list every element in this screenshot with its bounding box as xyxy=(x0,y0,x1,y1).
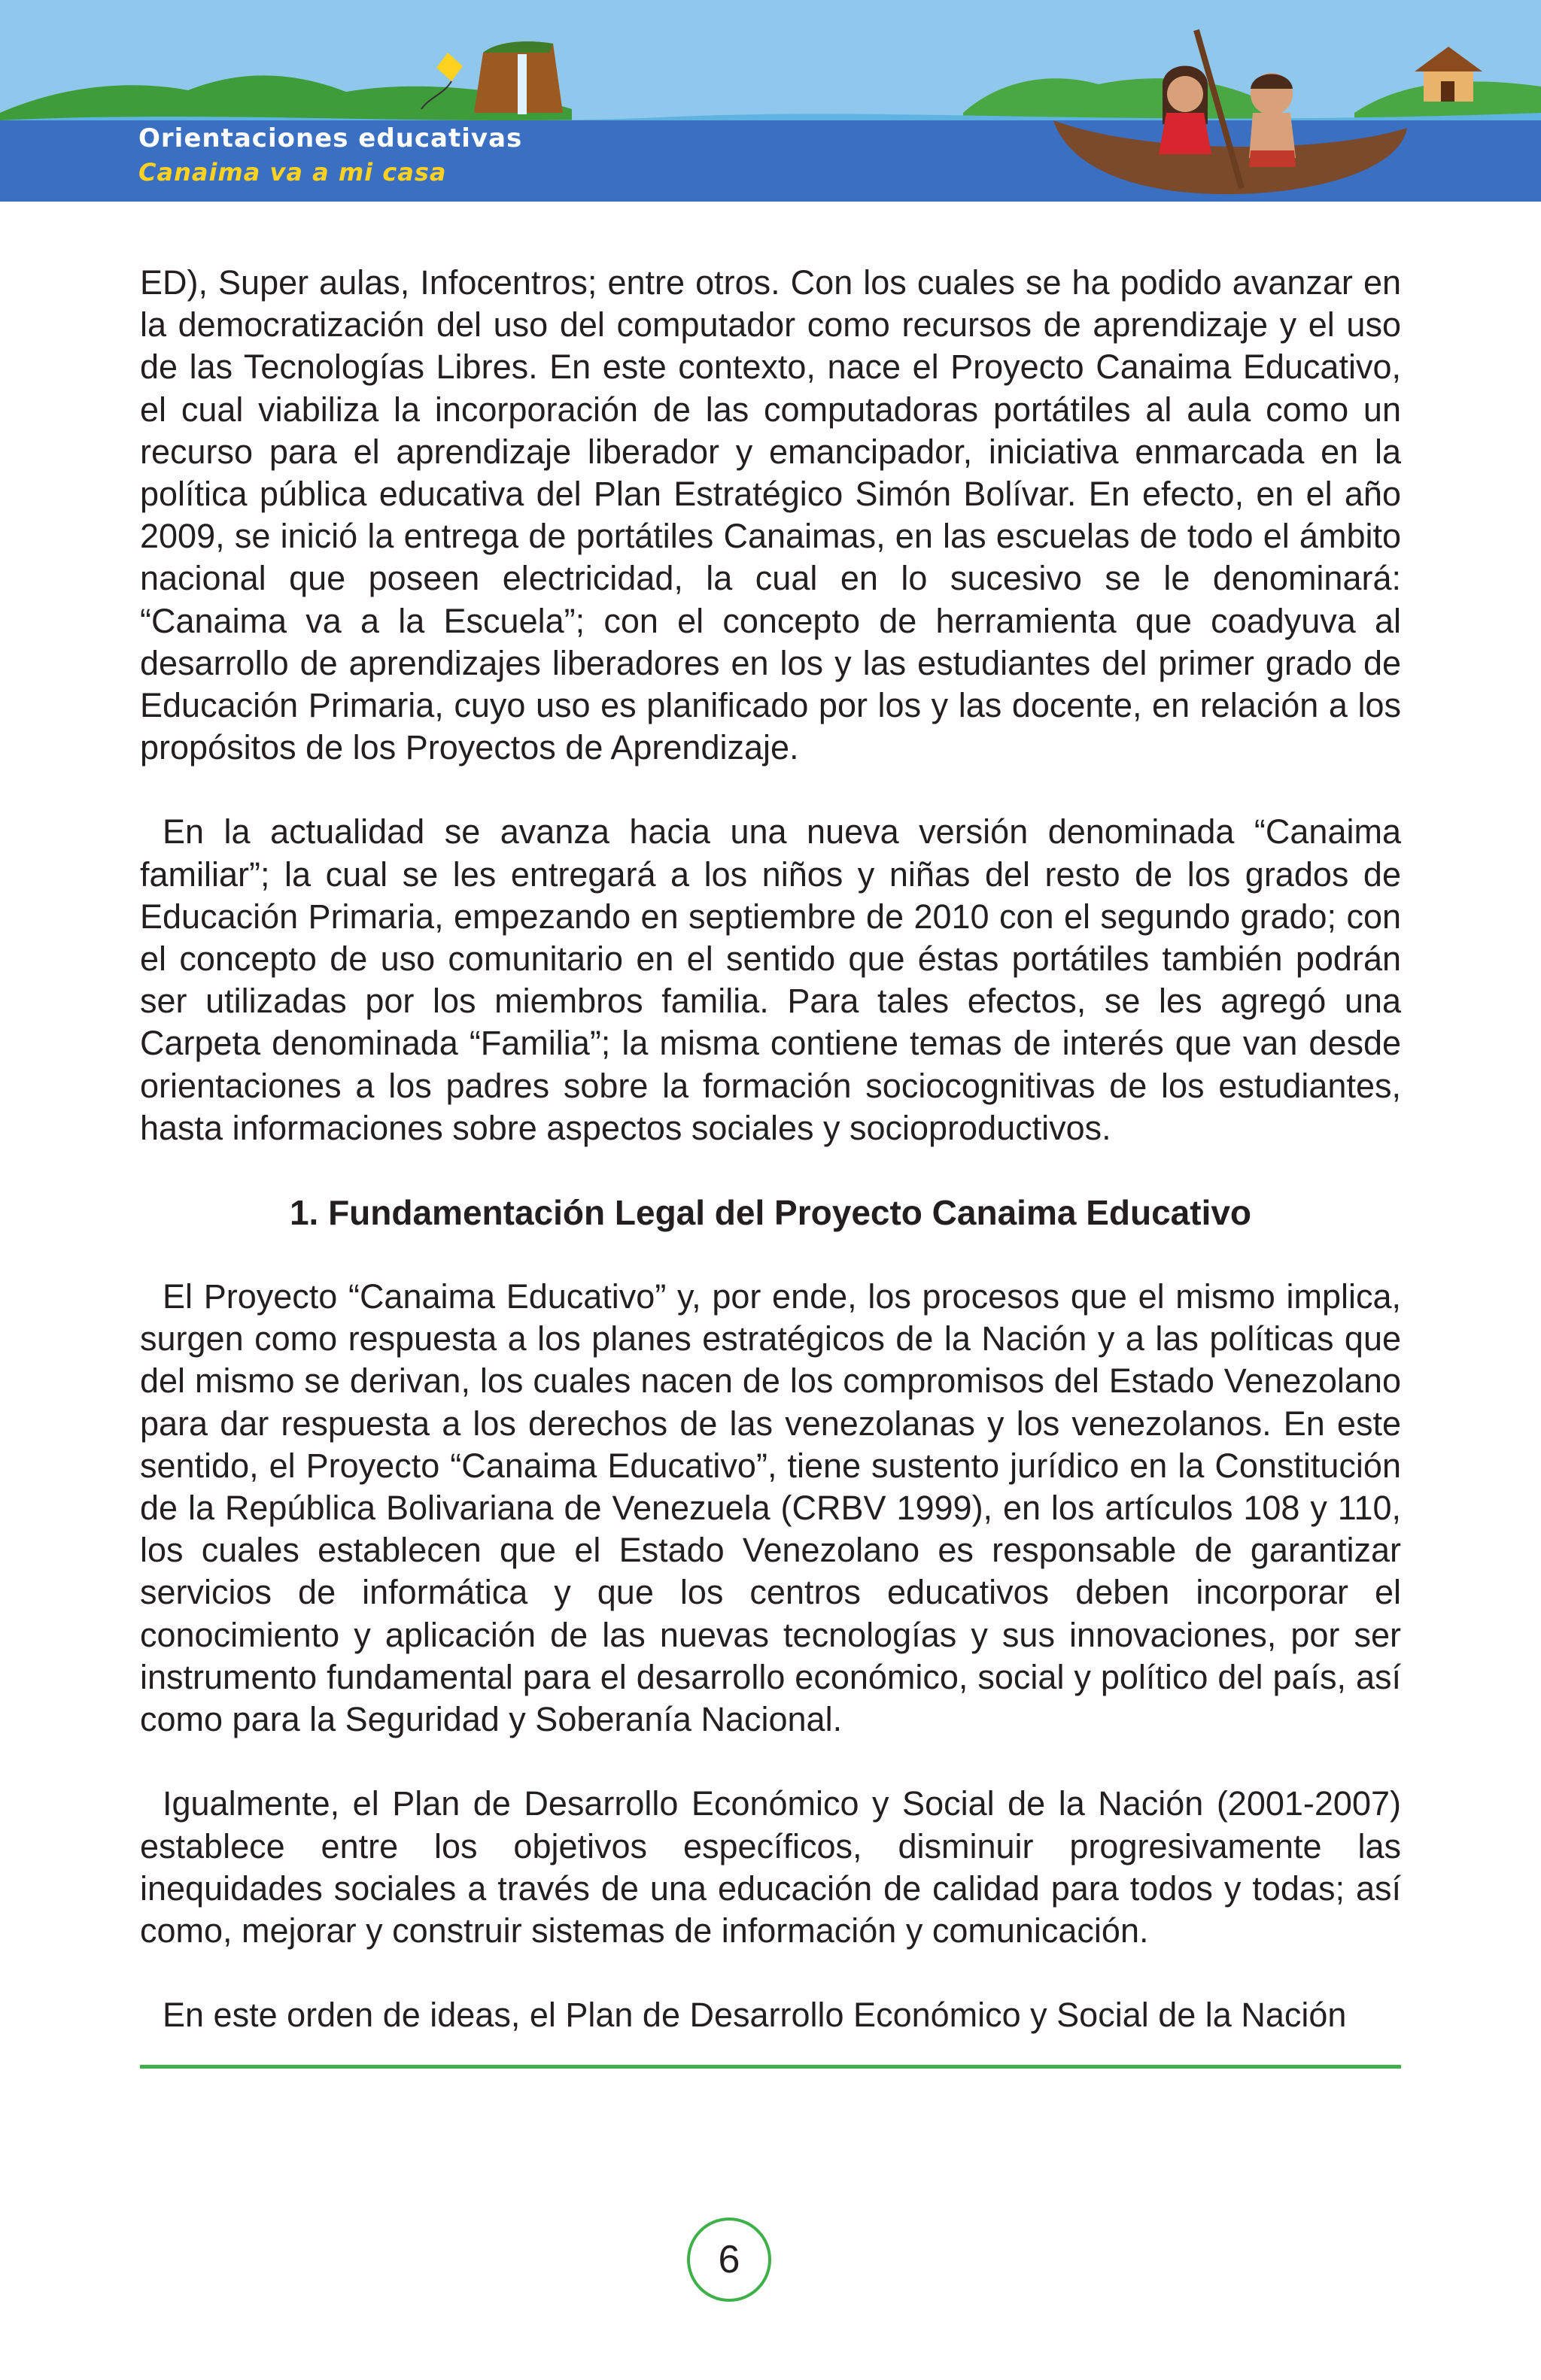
footer-divider xyxy=(140,2065,1401,2069)
page-body xyxy=(140,262,1401,2078)
page-number: 6 xyxy=(687,2218,771,2302)
paragraph: En la actualidad se avanza hacia una nueva versión denominada “Canaima familiar”; la cual se les entregará a los niños y niñas del resto de los grados de Educación Primaria, empezando en septiembre de 2010 con el segundo grado; con el concepto de uso comunitario en el sentido que éstas portátiles también podrán ser utilizadas por los miembros familia. Para tales efectos, se les agregó una Carpeta denominada “Familia”; la misma contiene temas de interés que van desde orientaciones a los padres sobre la formación sociocognitivas de los estudiantes, hasta informaciones sobre aspectos sociales y socioproductivos. xyxy=(140,812,1401,1147)
series-subtitle: Canaima va a mi casa xyxy=(138,158,447,187)
section-heading: 1. Fundamentación Legal del Proyecto Canaima Educativo xyxy=(289,1193,1252,1233)
header-banner xyxy=(0,0,1541,202)
paragraph: El Proyecto “Canaima Educativo” y, por ende, los procesos que el mismo implica, surgen como respuesta a los planes estratégicos de la Nación y a las políticas que del mismo se derivan, los cuales nacen de los compromisos del Estado Venezolano para dar respuesta a los derechos de las venezolanas y los venezolanos. En este sentido, el Proyecto “Canaima Educativo”, tiene sustento jurídico en la Constitución de la República Bolivariana de Venezuela (CRBV 1999), en los artículos 108 y 110, los cuales establecen que el Estado Venezolano es responsable de garantizar servicios de informática y que los centros educativos deben incorporar el conocimiento y aplicación de las nuevas tecnologías y sus innovaciones, por ser instrumento fundamental para el desarrollo económico, social y político del país, así como para la Seguridad y Soberanía Nacional. xyxy=(140,1277,1401,1739)
series-title: Orientaciones educativas xyxy=(138,123,523,153)
paragraph: ED), Super aulas, Infocentros; entre otros. Con los cuales se ha podido avanzar en la democratización del uso del computador como recursos de aprendizaje y el uso de las Tecnologías Libres. En este contexto, nace el Proyecto Canaima Educativo, el cual viabiliza la incorporación de las computadoras portátiles al aula como un recurso para el aprendizaje liberador y emancipador, iniciativa enmarcada en la política pública educativa del Plan Estratégico Simón Bolívar. En efecto, en el año 2009, se inició la entrega de portátiles Canaimas, en las escuelas de todo el ámbito nacional que poseen electricidad, la cual en lo sucesivo se le denominará: “Canaima va a la Escuela”; con el concepto de herramienta que coadyuva al desarrollo de aprendizajes liberadores en los y las estudiantes del primer grado de Educación Primaria, cuyo uso es planificado por los y las docente, en relación a los propósitos de los Proyectos de Aprendizaje. xyxy=(140,263,1401,767)
paragraph: En este orden de ideas, el Plan de Desarrollo Económico y Social de la Nación xyxy=(163,1996,1347,2035)
paragraph: Igualmente, el Plan de Desarrollo Económico y Social de la Nación (2001-2007) establece entre los objetivos específicos, disminuir progresivamente las inequidades sociales a través de una educación de calidad para todos y todas; así como, mejorar y construir sistemas de información y comunicación. xyxy=(140,1784,1401,1950)
